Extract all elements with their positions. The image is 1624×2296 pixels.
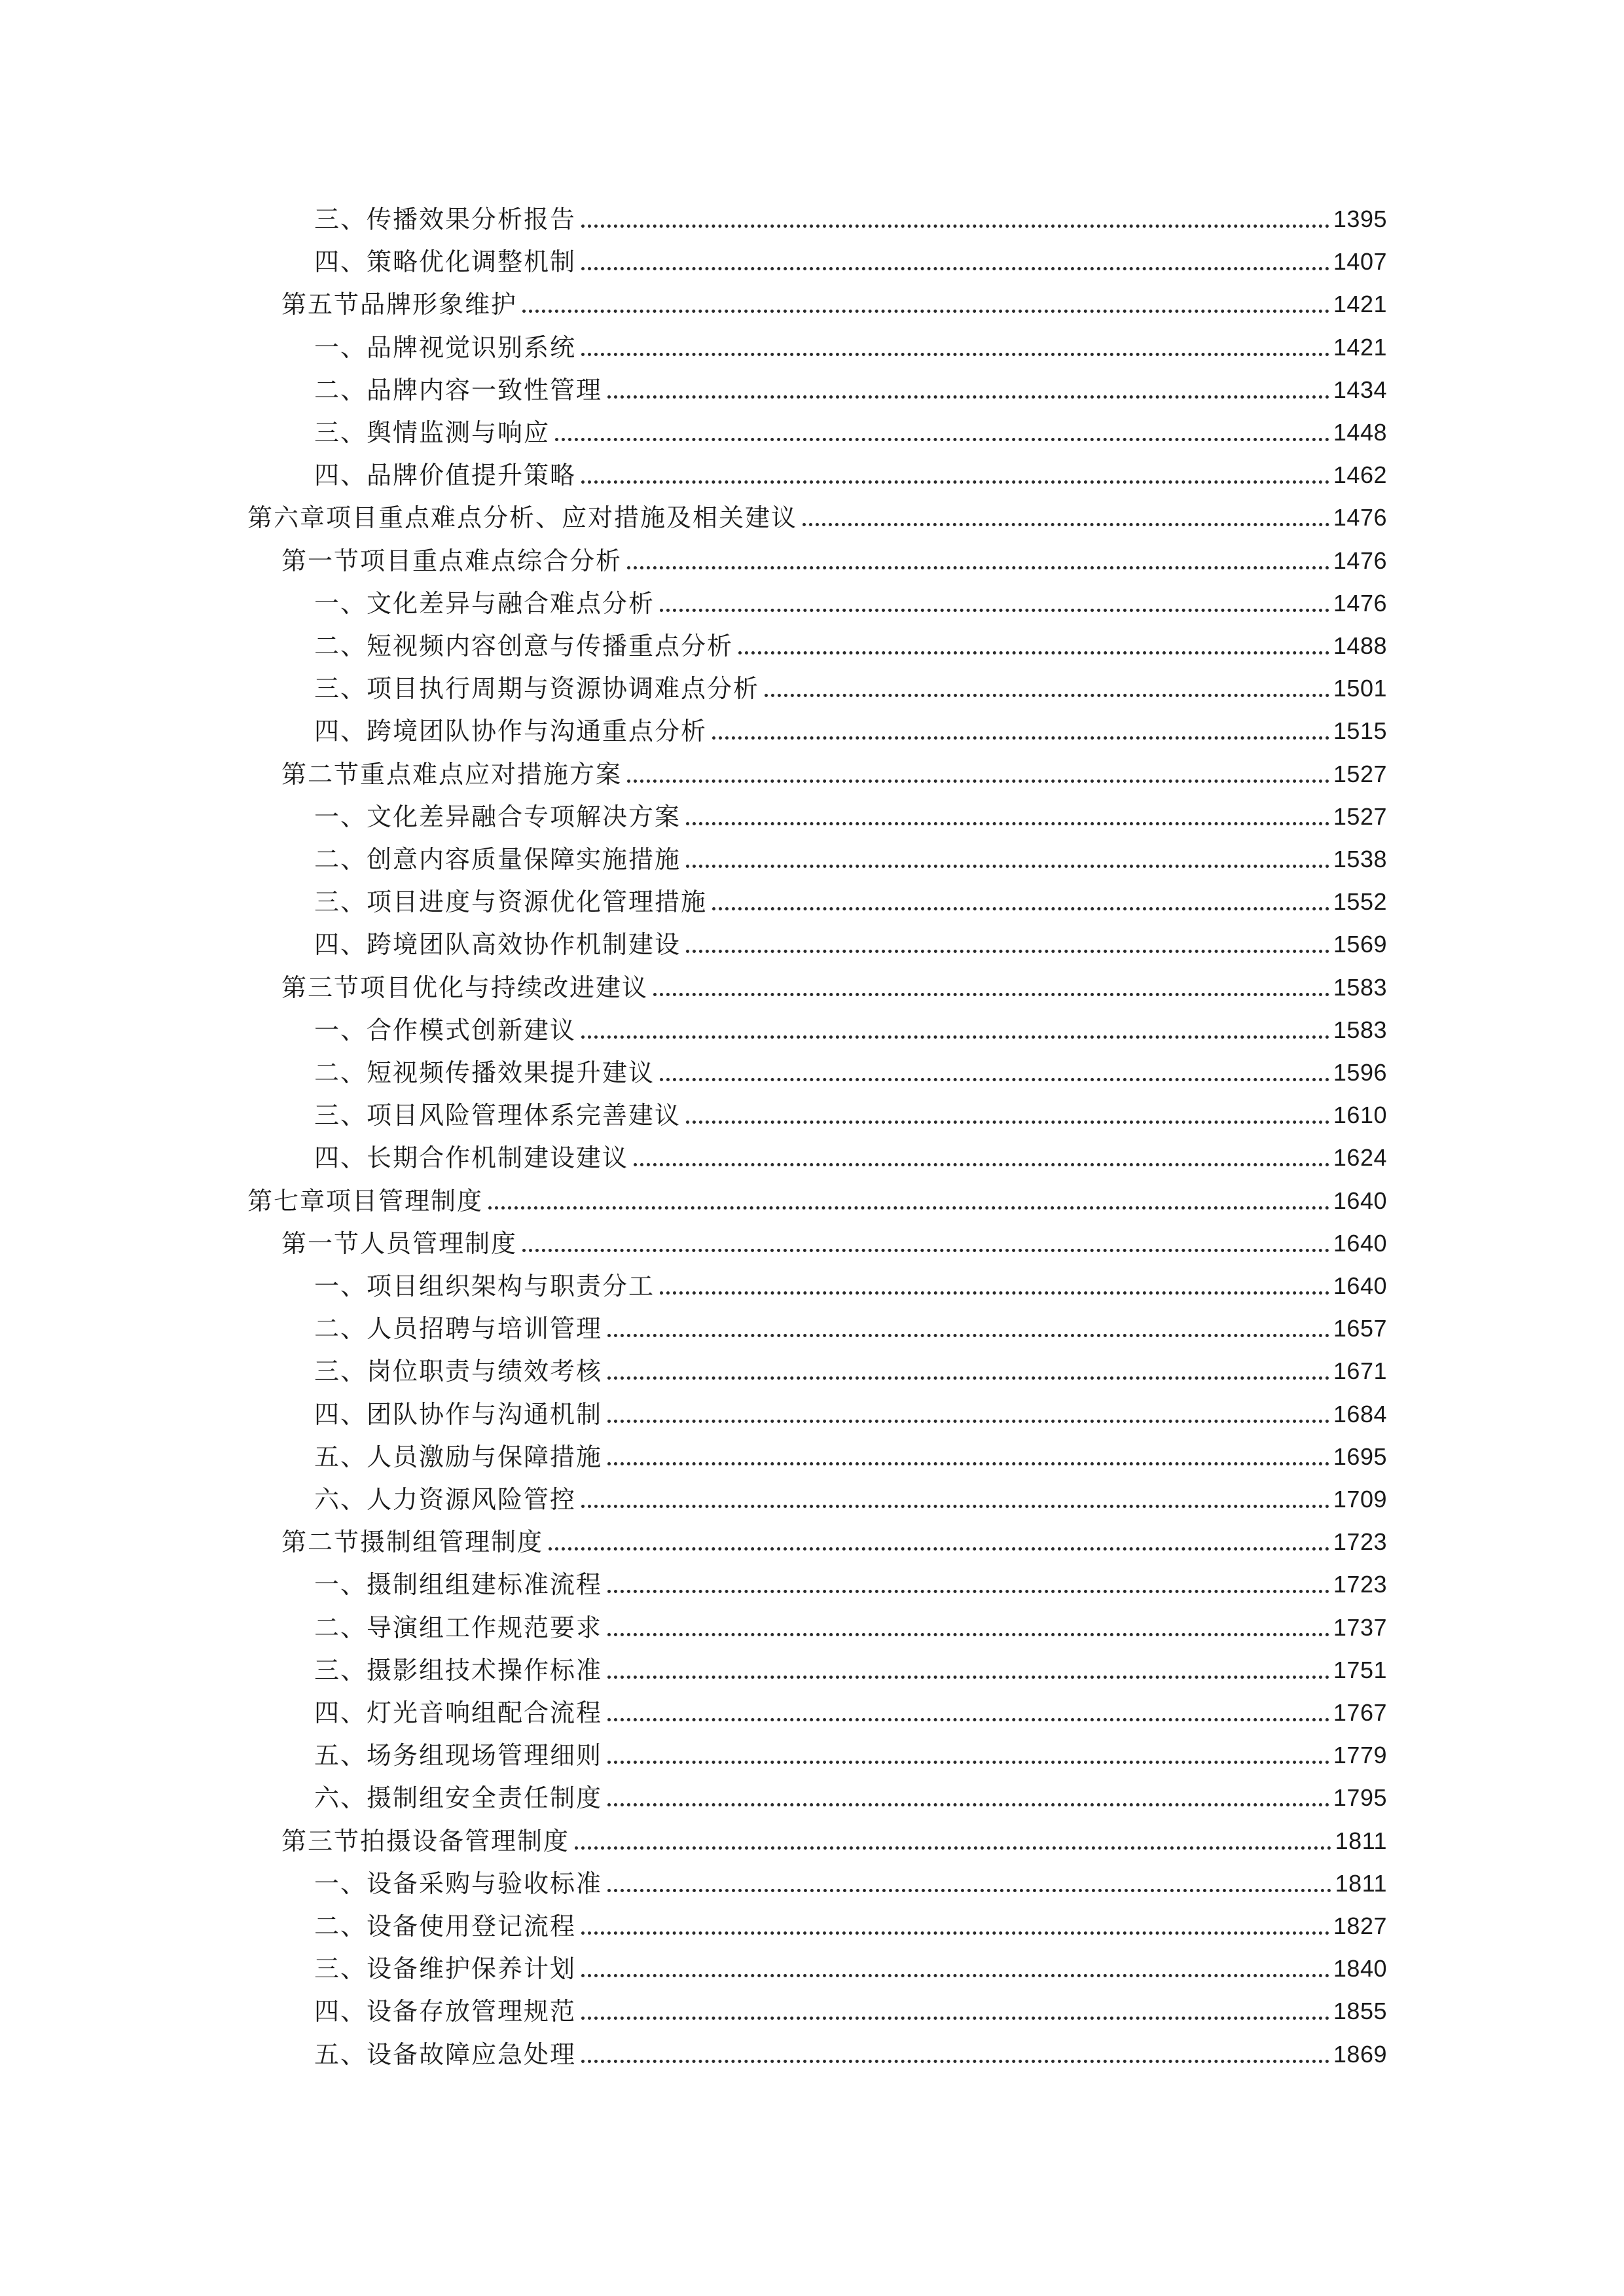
toc-entry-page-number: 1640 — [1333, 1272, 1387, 1299]
toc-entry[interactable] — [281, 1222, 1387, 1265]
toc-entry[interactable] — [314, 1435, 1387, 1479]
toc-dot-leader — [549, 1547, 1329, 1551]
toc-entry-page-number: 1855 — [1333, 1998, 1387, 2025]
toc-entry-page-number: 1767 — [1333, 1699, 1387, 1726]
toc-entry[interactable] — [281, 539, 1387, 583]
toc-entry-page-number: 1527 — [1333, 760, 1387, 787]
toc-entry[interactable] — [314, 326, 1387, 369]
toc-dot-leader — [607, 1718, 1329, 1721]
toc-entry-page-number: 1488 — [1333, 632, 1387, 659]
toc-dot-leader — [686, 1121, 1329, 1124]
toc-entry-title: 三、项目进度与资源优化管理措施 — [314, 888, 708, 917]
toc-entry-page-number: 1811 — [1335, 1869, 1387, 1897]
toc-dot-leader — [712, 907, 1329, 910]
toc-entry-page-number: 1723 — [1333, 1528, 1387, 1556]
toc-entry-title: 第七章项目管理制度 — [247, 1186, 484, 1215]
toc-entry-page-number: 1569 — [1333, 931, 1387, 958]
toc-entry-title: 第六章项目重点难点分析、应对措施及相关建议 — [247, 503, 798, 533]
toc-dot-leader — [581, 1505, 1329, 1508]
toc-dot-leader — [738, 651, 1329, 655]
toc-dot-leader — [712, 736, 1329, 740]
toc-entry-title: 五、设备故障应急处理 — [314, 2039, 577, 2069]
toc-entry-page-number: 1515 — [1333, 717, 1387, 745]
toc-entry-title: 四、灯光音响组配合流程 — [314, 1698, 603, 1727]
toc-entry[interactable] — [314, 198, 1387, 241]
toc-entry-title: 一、品牌视觉识别系统 — [314, 332, 577, 362]
toc-entry-title: 四、长期合作机制建设建议 — [314, 1143, 629, 1173]
toc-dot-leader — [653, 993, 1329, 996]
toc-entry-page-number: 1695 — [1333, 1443, 1387, 1470]
toc-entry-title: 四、跨境团队协作与沟通重点分析 — [314, 717, 708, 746]
toc-entry[interactable] — [247, 496, 1387, 539]
toc-entry-title: 三、项目风险管理体系完善建议 — [314, 1101, 681, 1130]
toc-entry[interactable] — [314, 838, 1387, 881]
toc-entry[interactable] — [314, 1649, 1387, 1692]
toc-dot-leader — [607, 1590, 1329, 1593]
toc-entry[interactable] — [314, 1776, 1387, 1820]
toc-entry-page-number: 1751 — [1333, 1656, 1387, 1683]
toc-entry[interactable] — [314, 1905, 1387, 1948]
toc-entry-title: 六、人力资源风险管控 — [314, 1485, 577, 1514]
toc-dot-leader — [607, 1761, 1329, 1764]
toc-entry-title: 第二节重点难点应对措施方案 — [281, 759, 623, 789]
toc-dot-leader — [607, 1420, 1329, 1423]
toc-entry[interactable] — [314, 1862, 1387, 1905]
toc-entry[interactable] — [314, 1265, 1387, 1308]
toc-entry-page-number: 1421 — [1333, 291, 1387, 318]
toc-entry-title: 二、短视频传播效果提升建议 — [314, 1058, 655, 1087]
toc-entry-title: 第三节项目优化与持续改进建议 — [281, 973, 649, 1002]
toc-entry[interactable] — [247, 1179, 1387, 1223]
toc-entry-title: 一、文化差异融合专项解决方案 — [314, 802, 681, 831]
toc-dot-leader — [575, 1846, 1331, 1850]
toc-entry-title: 二、短视频内容创意与传播重点分析 — [314, 632, 734, 660]
toc-entry[interactable] — [314, 1734, 1387, 1777]
toc-entry-page-number: 1657 — [1333, 1315, 1387, 1342]
toc-entry[interactable] — [314, 624, 1387, 668]
toc-entry[interactable] — [314, 1947, 1387, 1990]
toc-entry[interactable] — [281, 753, 1387, 796]
toc-entry[interactable] — [314, 709, 1387, 753]
toc-dot-leader — [686, 822, 1329, 825]
toc-entry-title: 第一节人员管理制度 — [281, 1229, 518, 1258]
toc-entry-title: 三、设备维护保养计划 — [314, 1954, 577, 1984]
toc-entry[interactable] — [314, 880, 1387, 924]
toc-entry-page-number: 1827 — [1333, 1912, 1387, 1939]
toc-entry-page-number: 1476 — [1333, 547, 1387, 574]
toc-entry-title: 三、舆情监测与响应 — [314, 418, 550, 447]
toc-dot-leader — [686, 865, 1329, 868]
toc-entry[interactable] — [281, 1820, 1387, 1863]
toc-dot-leader — [607, 395, 1329, 399]
toc-entry-page-number: 1583 — [1333, 973, 1387, 1001]
toc-dot-leader — [803, 523, 1329, 526]
toc-entry-page-number: 1434 — [1333, 376, 1387, 403]
toc-entry-page-number: 1407 — [1333, 248, 1387, 276]
toc-entry[interactable] — [314, 923, 1387, 966]
toc-entry-title: 二、创意内容质量保障实施措施 — [314, 845, 681, 874]
toc-entry-page-number: 1779 — [1333, 1742, 1387, 1769]
toc-entry-title: 三、岗位职责与绩效考核 — [314, 1357, 603, 1386]
toc-dot-leader — [581, 224, 1329, 228]
toc-entry-title: 一、文化差异与融合难点分析 — [314, 588, 655, 618]
toc-entry[interactable] — [314, 454, 1387, 497]
toc-dot-leader — [581, 480, 1329, 484]
toc-entry[interactable] — [314, 1094, 1387, 1137]
toc-entry-page-number: 1395 — [1333, 206, 1387, 232]
toc-entry-title: 第一节项目重点难点综合分析 — [281, 546, 623, 575]
toc-entry[interactable] — [314, 1350, 1387, 1393]
toc-entry-title: 六、摄制组安全责任制度 — [314, 1784, 603, 1813]
toc-dot-leader — [607, 1803, 1329, 1806]
toc-entry-page-number: 1840 — [1333, 1955, 1387, 1982]
toc-dot-leader — [660, 609, 1329, 612]
toc-entry-title: 二、人员招聘与培训管理 — [314, 1314, 603, 1344]
toc-entry-page-number: 1723 — [1333, 1571, 1387, 1598]
toc-entry[interactable] — [314, 1307, 1387, 1350]
toc-entry-title: 五、人员激励与保障措施 — [314, 1442, 603, 1471]
toc-dot-leader — [607, 1889, 1331, 1892]
toc-entry-title: 三、项目执行周期与资源协调难点分析 — [314, 674, 760, 704]
toc-dot-leader — [607, 1376, 1329, 1380]
toc-entry[interactable] — [314, 1563, 1387, 1606]
toc-dot-leader — [660, 1291, 1329, 1295]
toc-entry-page-number: 1462 — [1333, 461, 1387, 489]
toc-dot-leader — [555, 438, 1329, 441]
toc-entry-page-number: 1448 — [1333, 419, 1387, 446]
toc-dot-leader — [581, 1931, 1329, 1935]
toc-entry-title: 第三节拍摄设备管理制度 — [281, 1826, 570, 1856]
toc-entry-title: 四、策略优化调整机制 — [314, 247, 577, 277]
toc-dot-leader — [660, 1078, 1329, 1081]
toc-entry[interactable] — [314, 795, 1387, 838]
toc-entry-title: 二、设备使用登记流程 — [314, 1912, 577, 1941]
toc-entry-title: 一、项目组织架构与职责分工 — [314, 1272, 655, 1300]
toc-entry-page-number: 1610 — [1333, 1102, 1387, 1129]
toc-entry-title: 一、合作模式创新建议 — [314, 1015, 577, 1045]
toc-dot-leader — [765, 694, 1329, 697]
toc-entry-title: 第五节品牌形象维护 — [281, 290, 518, 319]
toc-entry-title: 二、品牌内容一致性管理 — [314, 375, 603, 404]
toc-entry-page-number: 1538 — [1333, 846, 1387, 872]
toc-dot-leader — [581, 1974, 1329, 1977]
toc-dot-leader — [581, 2017, 1329, 2020]
toc-entry-page-number: 1671 — [1333, 1357, 1387, 1385]
toc-dot-leader — [627, 566, 1329, 569]
toc-entry[interactable] — [314, 1990, 1387, 2033]
toc-entry[interactable] — [314, 1606, 1387, 1649]
toc-dot-leader — [607, 1633, 1329, 1636]
toc-entry-page-number: 1640 — [1333, 1229, 1387, 1257]
toc-entry[interactable] — [314, 582, 1387, 625]
toc-entry-page-number: 1869 — [1333, 2040, 1387, 2068]
toc-entry-title: 一、摄制组组建标准流程 — [314, 1570, 603, 1600]
toc-dot-leader — [522, 1249, 1329, 1252]
toc-entry[interactable] — [314, 368, 1387, 412]
toc-dot-leader — [522, 310, 1329, 313]
toc-entry-page-number: 1552 — [1333, 888, 1387, 916]
toc-entry-title: 三、传播效果分析报告 — [314, 205, 577, 234]
toc-entry-page-number: 1476 — [1333, 589, 1387, 617]
toc-entry-page-number: 1501 — [1333, 675, 1387, 702]
toc-entry[interactable] — [314, 1478, 1387, 1521]
toc-entry[interactable] — [314, 411, 1387, 454]
toc-dot-leader — [581, 267, 1329, 270]
toc-entry-page-number: 1811 — [1335, 1827, 1387, 1854]
toc-entry-page-number: 1640 — [1333, 1187, 1387, 1214]
toc-entry-page-number: 1596 — [1333, 1059, 1387, 1086]
toc-dot-leader — [581, 1035, 1329, 1039]
toc-entry-page-number: 1709 — [1333, 1486, 1387, 1513]
toc-entry-title: 四、跨境团队高效协作机制建设 — [314, 930, 681, 960]
toc-entry-page-number: 1737 — [1333, 1613, 1387, 1641]
toc-entry-title: 二、导演组工作规范要求 — [314, 1613, 603, 1642]
toc-entry[interactable] — [314, 1393, 1387, 1436]
toc-dot-leader — [581, 2060, 1329, 2063]
toc-entry-title: 四、品牌价值提升策略 — [314, 461, 577, 490]
toc-entry-page-number: 1476 — [1333, 504, 1387, 531]
toc-entry[interactable] — [314, 1009, 1387, 1052]
toc-entry[interactable] — [314, 2033, 1387, 2076]
toc-entry[interactable] — [281, 1520, 1387, 1564]
toc-entry-page-number: 1583 — [1333, 1016, 1387, 1043]
toc-entry[interactable] — [314, 1136, 1387, 1179]
toc-entry-title: 三、摄影组技术操作标准 — [314, 1655, 603, 1685]
toc-entry[interactable] — [281, 966, 1387, 1009]
toc-entry-title: 一、设备采购与验收标准 — [314, 1869, 603, 1898]
toc-entry-page-number: 1684 — [1333, 1400, 1387, 1427]
toc-dot-leader — [488, 1206, 1329, 1210]
toc-dot-leader — [607, 1334, 1329, 1337]
toc-entry-title: 第二节摄制组管理制度 — [281, 1528, 544, 1557]
toc-entry-title: 四、设备存放管理规范 — [314, 1997, 577, 2026]
toc-dot-leader — [634, 1163, 1329, 1166]
toc-entry-title: 五、场务组现场管理细则 — [314, 1741, 603, 1770]
toc-dot-leader — [627, 780, 1329, 783]
toc-entry-page-number: 1527 — [1333, 802, 1387, 830]
toc-entry-page-number: 1795 — [1333, 1784, 1387, 1812]
toc-entry[interactable] — [281, 283, 1387, 326]
toc-dot-leader — [581, 353, 1329, 356]
toc-entry-page-number: 1421 — [1333, 333, 1387, 361]
toc-entry-page-number: 1624 — [1333, 1144, 1387, 1172]
toc-dot-leader — [686, 950, 1329, 953]
toc-entry[interactable] — [314, 667, 1387, 710]
toc-entry-title: 四、团队协作与沟通机制 — [314, 1399, 603, 1429]
toc-dot-leader — [607, 1676, 1329, 1679]
toc-dot-leader — [607, 1462, 1329, 1465]
toc-entry[interactable] — [314, 1051, 1387, 1094]
toc-entry[interactable] — [314, 1691, 1387, 1734]
toc-entry[interactable] — [314, 240, 1387, 283]
